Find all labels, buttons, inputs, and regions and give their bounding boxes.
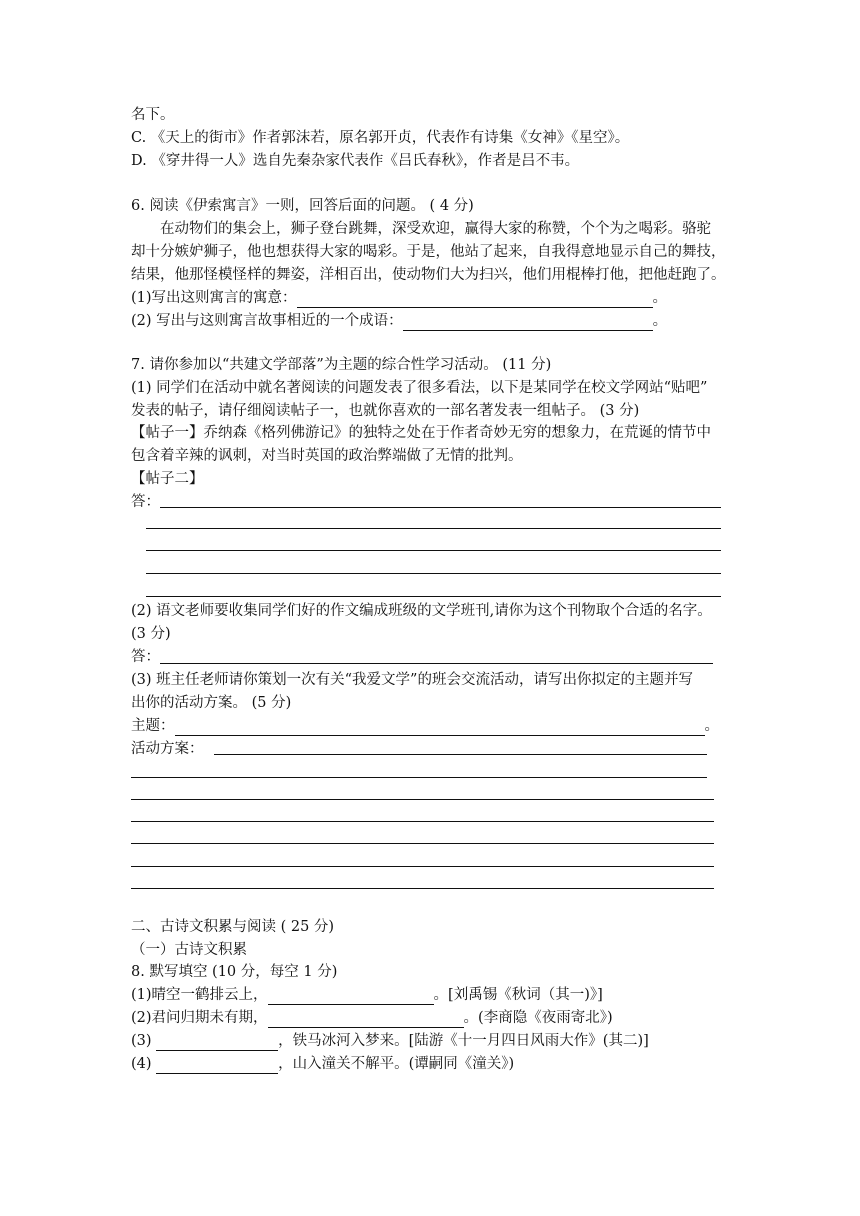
q8-line-4-suffix: ，山入潼关不解平。(谭嗣同《潼关》) xyxy=(278,1056,515,1072)
q7-post2-label: 【帖子二】 xyxy=(131,471,204,487)
q7-theme xyxy=(131,716,719,736)
q5-continuation: 名下。 xyxy=(131,107,175,123)
q7-plan-label: 活动方案： xyxy=(131,741,204,757)
q6-sub2-end: 。 xyxy=(652,313,668,329)
q6-sub1-answer-blank[interactable] xyxy=(297,291,653,308)
q8-line-3-prefix: (3) xyxy=(131,1033,157,1049)
q7-post2-answer-line-4[interactable] xyxy=(146,573,721,574)
q6-title: 6. 阅读《伊索寓言》一则，回答后面的问题。 ( 4 分) xyxy=(131,198,474,214)
q8-line-1-blank[interactable] xyxy=(268,988,434,1005)
q7-theme-end: 。 xyxy=(704,718,719,734)
q6-passage-line-2: 却十分嫉妒狮子，他也想获得大家的喝彩。于是，他站了起来，自我得意地显示自己的舞技， xyxy=(131,244,726,260)
q7-post1-line-2: 包含着辛辣的讽刺，对当时英国的政治弊端做了无情的批判。 xyxy=(131,448,523,464)
q7-post2-answer-line-1[interactable] xyxy=(160,507,721,508)
q7-plan-line-7[interactable] xyxy=(131,888,714,889)
q8-line-3-suffix: ，铁马冰河入梦来。[陆游《十一月四日风雨大作》(其二)] xyxy=(278,1033,649,1049)
q7-sub3-line-1: (3) 班主任老师请你策划一次有关“我爱文学”的班会交流活动，请写出你拟定的主题并写 xyxy=(131,672,693,688)
q8-line-3 xyxy=(131,1031,649,1051)
q7-post2-answer-line-5[interactable] xyxy=(146,596,721,597)
q7-plan-line-3[interactable] xyxy=(131,799,714,800)
q7-post2-answer-line-2[interactable] xyxy=(146,528,721,529)
q7-sub2-line-1: (2) 语文老师要收集同学们好的作文编成班级的文学班刊,请你为这个刊物取个合适的名字。 xyxy=(131,603,712,619)
q7-plan-line-5[interactable] xyxy=(131,843,714,844)
q6-sub2-answer-blank[interactable] xyxy=(403,314,653,331)
q8-line-2-prefix: (2)君问归期未有期， xyxy=(131,1010,268,1026)
q7-post2-answer-line-3[interactable] xyxy=(146,550,721,551)
q7-sub2-answer-line[interactable] xyxy=(160,663,713,664)
q5-option-c: C. 《天上的街市》作者郭沫若，原名郭开贞，代表作有诗集《女神》《星空》。 xyxy=(131,130,630,146)
q8-title: 8. 默写填空 (10 分，每空 1 分) xyxy=(131,964,338,980)
q5-option-d: D. 《穿井得一人》选自先秦杂家代表作《吕氏春秋》，作者是吕不韦。 xyxy=(131,153,580,169)
q8-line-2 xyxy=(131,1008,613,1028)
q7-plan-line-2[interactable] xyxy=(131,777,707,778)
q8-line-1-suffix: 。[刘禹锡《秋词（其一)》] xyxy=(433,987,603,1003)
q6-passage-line-1: 在动物们的集会上，狮子登台跳舞，深受欢迎，赢得大家的称赞，个个为之喝彩。骆驼 xyxy=(160,221,711,237)
q8-line-2-blank[interactable] xyxy=(268,1011,464,1028)
q8-line-4 xyxy=(131,1054,514,1074)
q6-sub1-prompt: (1)写出这则寓言的寓意： xyxy=(131,290,297,306)
q7-sub2-answer-label: 答： xyxy=(131,649,160,665)
q7-plan-line-1[interactable] xyxy=(214,754,707,755)
q7-theme-blank[interactable] xyxy=(175,719,705,736)
q7-sub2-line-2: (3 分) xyxy=(131,626,171,642)
q6-sub2-prompt: (2) 写出与这则寓言故事相近的一个成语： xyxy=(131,313,403,329)
q7-sub3-line-2: 出你的活动方案。 (5 分) xyxy=(131,695,292,711)
q8-line-2-suffix: 。(李商隐《夜雨寄北》) xyxy=(463,1010,613,1026)
q7-title: 7. 请你参加以“共建文学部落”为主题的综合性学习活动。 (11 分) xyxy=(131,357,552,373)
section2-title: 二、古诗文积累与阅读 ( 25 分) xyxy=(131,919,335,935)
q8-line-4-prefix: (4) xyxy=(131,1056,157,1072)
q7-post1-line-1: 【帖子一】乔纳森《格列佛游记》的独特之处在于作者奇妙无穷的想象力，在荒诞的情节中 xyxy=(131,425,711,441)
q6-sub1-end: 。 xyxy=(652,290,668,306)
q7-theme-label: 主题： xyxy=(131,718,175,734)
q7-sub1-line-1: (1) 同学们在活动中就名著阅读的问题发表了很多看法，以下是某同学在校文学网站“贴吧” xyxy=(131,380,708,396)
q8-line-1 xyxy=(131,985,603,1005)
q6-passage-line-3: 结果，他那怪模怪样的舞姿，洋相百出，使动物们大为扫兴，他们用棍棒打他，把他赶跑了。 xyxy=(131,267,726,283)
section2-subtitle: （一）古诗文积累 xyxy=(131,942,247,958)
q8-line-4-blank[interactable] xyxy=(156,1057,278,1074)
q7-plan-line-6[interactable] xyxy=(131,866,714,867)
q7-answer-label: 答： xyxy=(131,494,160,510)
q7-plan-line-4[interactable] xyxy=(131,821,714,822)
q7-sub1-line-2: 发表的帖子，请仔细阅读帖子一，也就你喜欢的一部名著发表一组帖子。 (3 分) xyxy=(131,403,640,419)
q8-line-1-prefix: (1)晴空一鹤排云上， xyxy=(131,987,268,1003)
q8-line-3-blank[interactable] xyxy=(156,1034,278,1051)
q6-sub2 xyxy=(131,311,667,331)
q6-sub1 xyxy=(131,288,667,308)
